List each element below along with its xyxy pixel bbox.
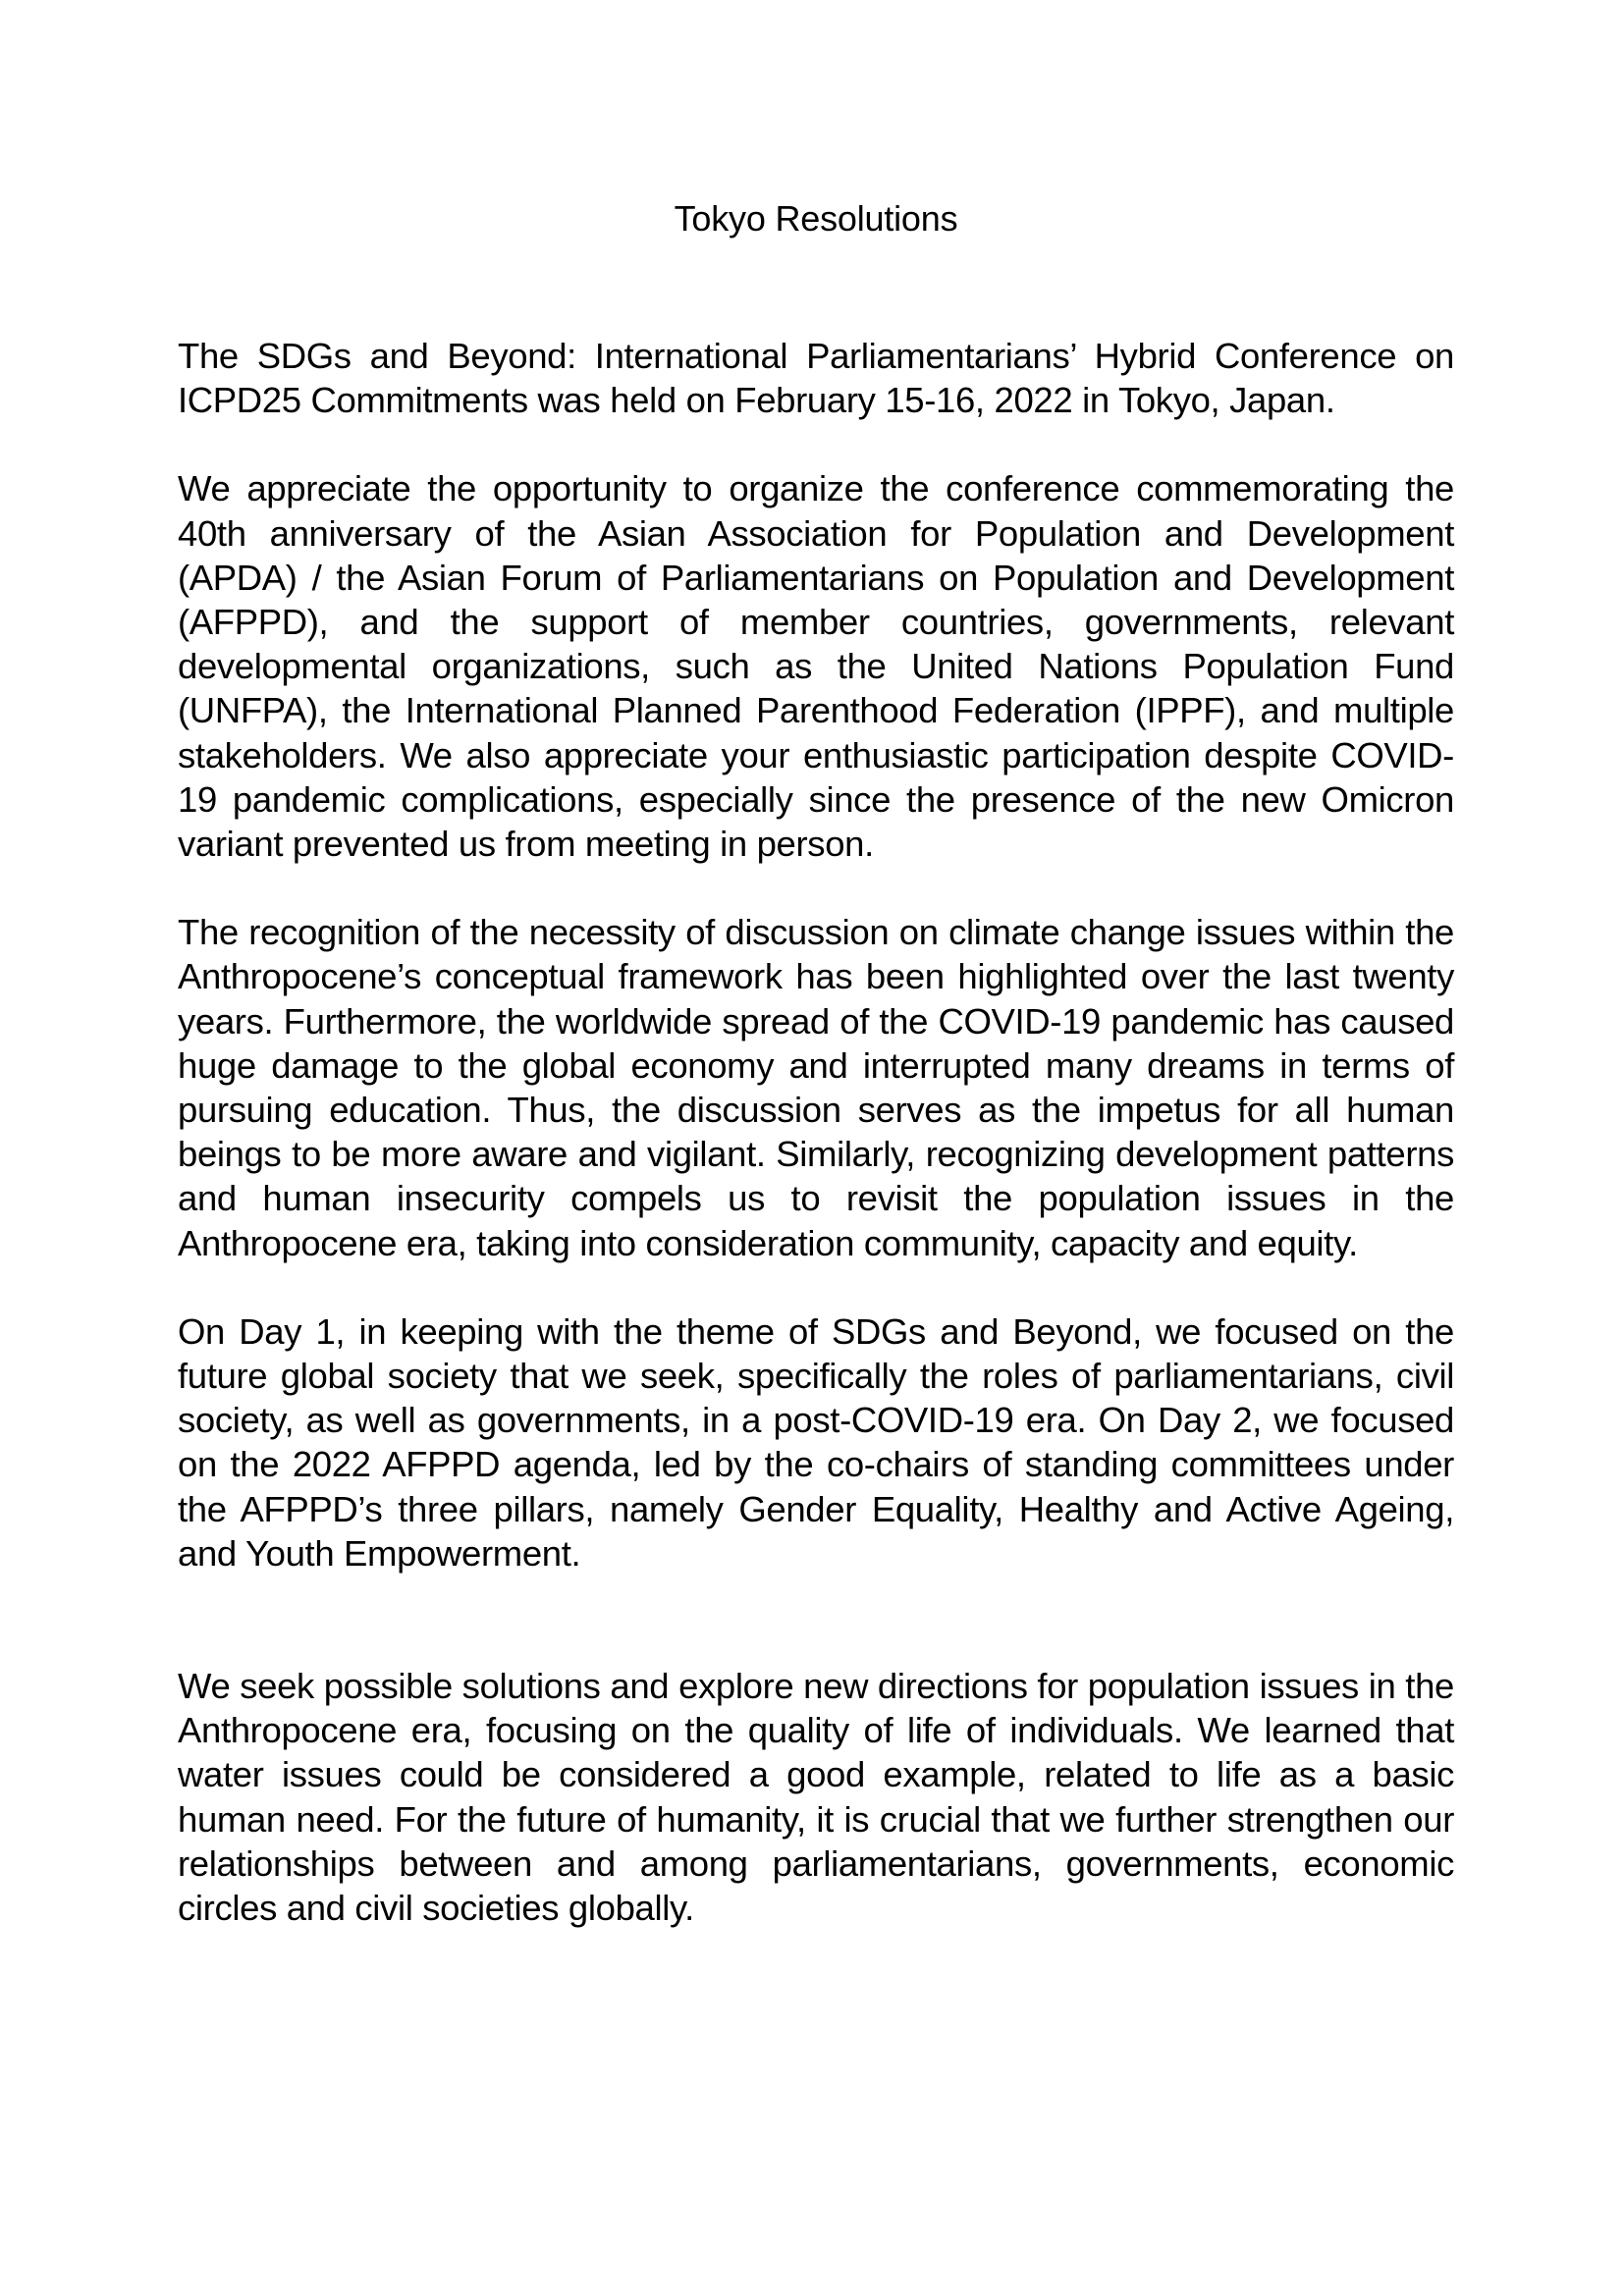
paragraph-climate-covid: The recognition of the necessity of discussion on climate change issues within the Anthropocene’s conceptual framework has been highlighted over the last twenty years. Furthermore, the worldwide spread of the COVID-19 pandemic has caused huge damage to the global economy and interrupted many dreams in terms of pursuing education. Thus, the discussion serves as the impetus for all human beings to be more aware and vigilant. Similarly, recognizing development patterns and human insecurity compels us to revisit the population issues in the Anthropocene era, taking into consideration community, capacity and equity. xyxy=(178,912,1454,1263)
document-page xyxy=(178,196,1454,1930)
paragraph-day-agenda: On Day 1, in keeping with the theme of SDGs and Beyond, we focused on the future global society that we seek, specifically the roles of parliamentarians, civil society, as well as governments, in a post-COVID-19 era. On Day 2, we focused on the 2022 AFPPD agenda, led by the co-chairs of standing committees under the AFPPD’s three pillars, namely Gender Equality, Healthy and Active Ageing, and Youth Empowerment. xyxy=(178,1310,1454,1574)
paragraph-conference-intro: The SDGs and Beyond: International Parliamentarians’ Hybrid Conference on ICPD25 Commitments was held on February 15-16, 2022 in Tokyo, Japan. xyxy=(178,336,1454,421)
paragraph-solutions: We seek possible solutions and explore new directions for population issues in the Anthropocene era, focusing on the quality of life of individuals. We learned that water issues could be considered a good example, related to life as a basic human need. For the future of humanity, it is crucial that we further strengthen our relationships between and among parliamentarians, governments, economic circles and civil societies globally. xyxy=(178,1666,1454,1929)
document-title: Tokyo Resolutions xyxy=(674,198,958,239)
paragraph-appreciation: We appreciate the opportunity to organize the conference commemorating the 40th anniversary of the Asian Association for Population and Development (APDA) / the Asian Forum of Parliamentarians on Population and Development (AFPPD), and the support of member countries, governments, relevant developmental organizations, such as the United Nations Population Fund (UNFPA), the International Planned Parenthood Federation (IPPF), and multiple stakeholders. We also appreciate your enthusiastic participation despite COVID-19 pandemic complications, especially since the presence of the new Omicron variant prevented us from meeting in person. xyxy=(178,468,1454,865)
